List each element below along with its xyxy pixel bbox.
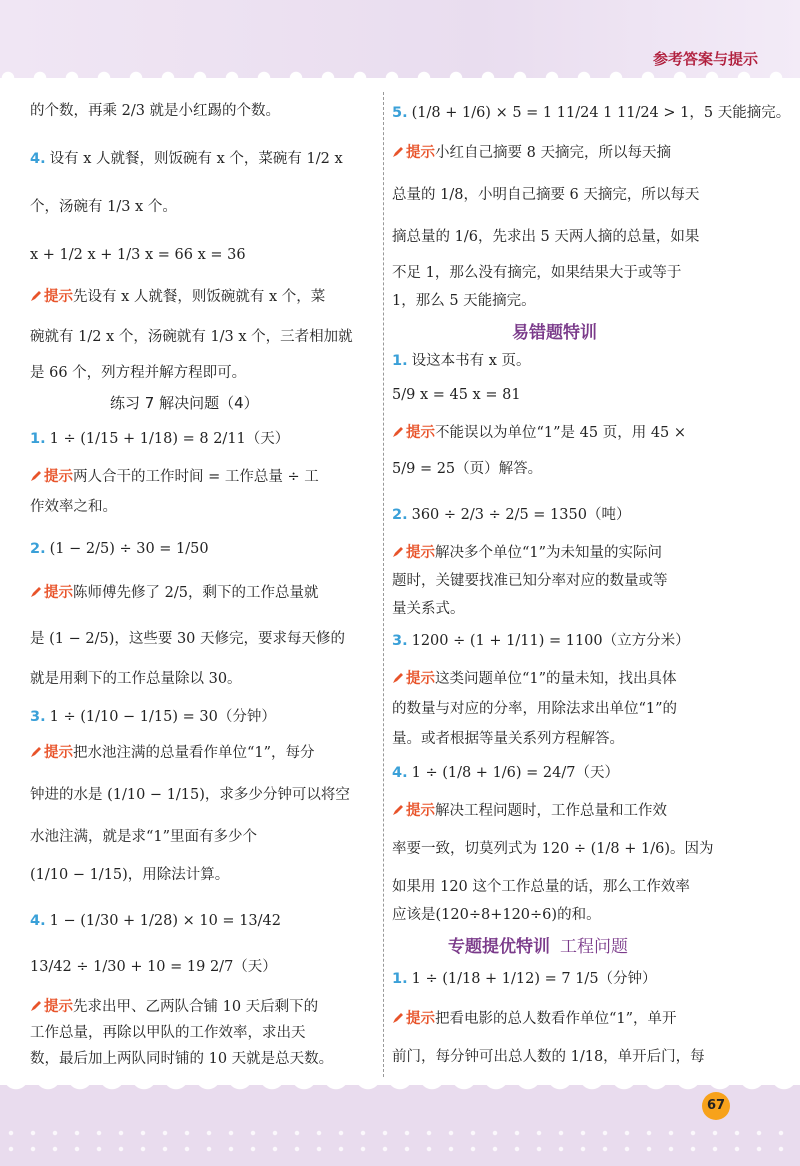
tip-line: 作效率之和。 [30,499,117,515]
tip-line [392,800,667,822]
question-4 [30,148,343,170]
tip-text: 解决多个单位“1”为未知量的实际问 [435,545,663,561]
tip-line: 率要一致，切莫列式为 120 ÷ (1/8 + 1/6)。因为 [392,841,714,857]
question-text: 1 ÷ (1/15 + 1/18) = 8 2/11（天） [49,431,290,447]
tip-label: 提示 [44,469,73,485]
tip-text: 陈师傅先修了 2/5，剩下的工作总量就 [73,585,319,601]
tip-label: 提示 [44,289,73,305]
tip-line [30,996,318,1018]
question-text: (1 − 2/5) ÷ 30 = 1/50 [49,541,209,557]
question-text: (1/8 + 1/6) × 5 = 1 11/24 1 11/24 > 1，5 天能摘完。 [411,105,791,121]
column-divider [383,92,384,1077]
tip-line: 的数量与对应的分率，用除法求出单位“1”的 [392,701,678,717]
pencil-icon [30,1000,42,1012]
question-text: 1200 ÷ (1 + 1/11) = 1100（立方分米） [411,633,690,649]
tip-line: 5/9 = 25（页）解答。 [392,461,543,477]
question-number: 1. [392,971,408,987]
tip-line: 题时，关键要找准已知分率对应的数量或等 [392,573,668,589]
tip-line [30,582,318,604]
tip-line: 碗就有 1/2 x 个，汤碗就有 1/3 x 个，三者相加就 [30,329,353,345]
footer-band [0,1085,800,1166]
tip-label: 提示 [406,803,435,819]
question-number: 3. [30,709,46,725]
tip-line: 1，那么 5 天能摘完。 [392,293,536,309]
dot-pattern [0,1125,800,1155]
question-number: 5. [392,105,408,121]
tip-line: 量。或者根据等量关系列方程解答。 [392,731,624,747]
tip-label: 提示 [406,145,435,161]
tip-line: 前门，每分钟可出总人数的 1/18，单开后门，每 [392,1049,705,1065]
question-number: 4. [30,151,46,167]
question-number: 3. [392,633,408,649]
practice-2 [30,538,209,560]
question-number: 4. [392,765,408,781]
special-1 [392,968,657,990]
tip-line [30,286,325,308]
question-text: 1 ÷ (1/10 − 1/15) = 30（分钟） [49,709,276,725]
tip-label: 提示 [406,671,435,687]
question-number: 2. [30,541,46,557]
tip-text: 这类问题单位“1”的量未知，找出具体 [435,671,677,687]
tip-text: 把看电影的总人数看作单位“1”，单开 [435,1011,677,1027]
question-number: 4. [30,913,46,929]
pencil-icon [392,546,404,558]
practice-title: 练习 7 解决问题（4） [110,394,259,412]
pencil-icon [30,746,42,758]
question-text: 1 − (1/30 + 1/28) × 10 = 13/42 [49,913,281,929]
pencil-icon [392,146,404,158]
tip-text: 先求出甲、乙两队合铺 10 天后剩下的 [73,999,319,1015]
question-5 [392,102,790,124]
question-number: 2. [392,507,408,523]
pencil-icon [392,804,404,816]
tip-label: 提示 [406,425,435,441]
error-4 [392,762,619,784]
equation-line: 13/42 ÷ 1/30 + 10 = 19 2/7（天） [30,959,277,975]
tip-line [392,422,686,444]
pencil-icon [30,290,42,302]
question-text: 设有 x 人就餐，则饭碗有 x 个，菜碗有 1/2 x [49,151,343,167]
question-text: 360 ÷ 2/3 ÷ 2/5 = 1350（吨） [411,507,631,523]
question-text: 设这本书有 x 页。 [411,353,531,369]
tip-line: 水池注满，就是求“1”里面有多少个 [30,829,258,845]
tip-line: 是 (1 − 2/5)，这些要 30 天修完，要求每天修的 [30,631,346,647]
tip-line: 不足 1，那么没有摘完，如果结果大于或等于 [392,265,682,281]
tip-line: 摘总量的 1/6，先求出 5 天两人摘的总量，如果 [392,229,700,245]
practice-1 [30,428,289,450]
tip-text: 不能误以为单位“1”是 45 页，用 45 × [435,425,687,441]
question-text: 1 ÷ (1/18 + 1/12) = 7 1/5（分钟） [411,971,657,987]
tip-line: 应该是(120÷8+120÷6)的和。 [392,907,601,923]
tip-line: 工作总量，再除以甲队的工作效率，求出天 [30,1025,306,1041]
question-number: 1. [392,353,408,369]
pencil-icon [392,672,404,684]
error-2 [392,504,630,526]
tip-line: 如果用 120 这个工作总量的话，那么工作效率 [392,879,690,895]
pencil-icon [392,426,404,438]
section-subtitle: 工程问题 [560,937,628,957]
tip-text: 小红自己摘要 8 天摘完，所以每天摘 [435,145,671,161]
section-title: 专题提优特训 [448,937,550,957]
page-number: 67 [702,1092,730,1120]
tip-line: 数，最后加上两队同时铺的 10 天就是总天数。 [30,1051,334,1067]
tip-line [30,742,315,764]
tip-line [392,142,671,164]
tip-label: 提示 [44,999,73,1015]
tip-line [30,466,319,488]
tip-text: 解决工程问题时，工作总量和工作效 [435,803,667,819]
practice-3 [30,706,276,728]
equation-line: x + 1/2 x + 1/3 x = 66 x = 36 [30,247,246,263]
section-title-special [448,932,628,957]
tip-line: 是 66 个，列方程并解方程即可。 [30,365,247,381]
error-3 [392,630,690,652]
text-line: 的个数，再乘 2/3 就是小红踢的个数。 [30,103,281,119]
tip-label: 提示 [44,585,73,601]
equation-line: 5/9 x = 45 x = 81 [392,387,521,403]
section-title-error-prone: 易错题特训 [512,323,597,343]
tip-text: 两人合干的工作时间 = 工作总量 ÷ 工 [73,469,319,485]
tip-line [392,542,662,564]
tip-line [392,668,677,690]
tip-line: 量关系式。 [392,601,465,617]
practice-4 [30,910,281,932]
tip-text: 先设有 x 人就餐，则饭碗就有 x 个，菜 [73,289,326,305]
question-number: 1. [30,431,46,447]
tip-line [392,1008,677,1030]
error-1 [392,350,531,372]
tip-line: 就是用剩下的工作总量除以 30。 [30,671,242,687]
tip-line: 钟进的水是 (1/10 − 1/15)，求多少分钟可以将空 [30,787,350,803]
question-text: 1 ÷ (1/8 + 1/6) = 24/7（天） [411,765,619,781]
tip-label: 提示 [44,745,73,761]
text-line: 个，汤碗有 1/3 x 个。 [30,199,177,215]
tip-line: (1/10 − 1/15)，用除法计算。 [30,867,230,883]
header-title: 参考答案与提示 [652,50,758,68]
tip-line: 总量的 1/8，小明自己摘要 6 天摘完，所以每天 [392,187,700,203]
tip-label: 提示 [406,1011,435,1027]
tip-text: 把水池注满的总量看作单位“1”，每分 [73,745,315,761]
header-band [0,0,800,78]
pencil-icon [30,470,42,482]
pencil-icon [30,586,42,598]
tip-label: 提示 [406,545,435,561]
pencil-icon [392,1012,404,1024]
